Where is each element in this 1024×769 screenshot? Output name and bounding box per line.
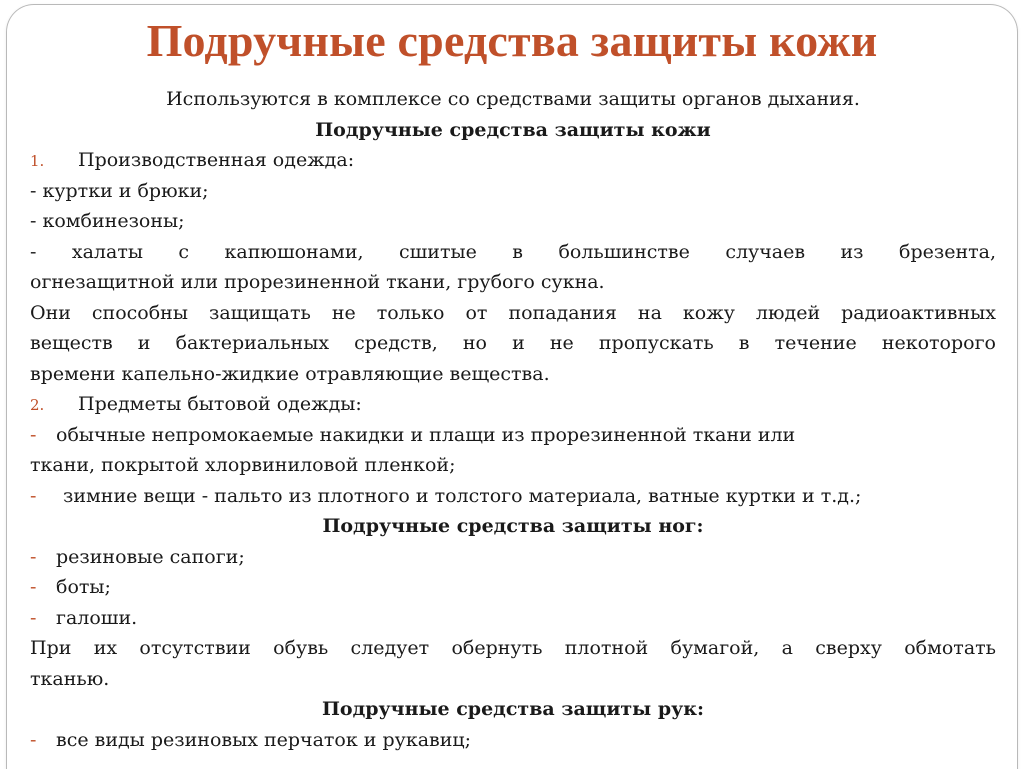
list-item [30, 481, 996, 512]
item-text: галоши. [56, 606, 138, 629]
list-item: - куртки и брюки; [30, 179, 209, 202]
list-item [30, 725, 996, 756]
item-text: Производственная одежда: [78, 149, 355, 171]
item-text: все виды резиновых перчаток и рукавиц; [56, 728, 472, 751]
list-item [30, 145, 996, 176]
hands-heading: Подручные средства защиты рук: [321, 698, 705, 720]
paragraph-line: тканью. [30, 667, 110, 690]
intro-text: Используются в комплексе со средствами защиты органов дыхания. [166, 88, 860, 110]
list-item [30, 572, 996, 603]
dash-bullet: - [30, 728, 37, 751]
item-text: Предметы бытовой одежды: [78, 393, 362, 415]
list-item: - комбинезоны; [30, 210, 185, 232]
item-text: обычные непромокаемые накидки и плащи из прорезиненной ткани или [56, 423, 796, 446]
item-text: резиновые сапоги; [56, 545, 245, 568]
paragraph-line: Они способны защищать не только от попадания на кожу людей радиоактивных [30, 301, 996, 324]
dash-bullet: - [30, 484, 37, 507]
list-item [30, 603, 996, 634]
skin-heading: Подручные средства защиты кожи [315, 118, 711, 141]
legs-heading: Подручные средства защиты ног: [322, 515, 704, 537]
paragraph-line: - халаты с капюшонами, сшитые в большинстве случаев из брезента, [30, 240, 996, 263]
list-item [30, 389, 996, 420]
list-item [30, 542, 996, 573]
item-text: зимние вещи - пальто из плотного и толстого материала, ватные куртки и т.д.; [63, 484, 862, 507]
paragraph-line: огнезащитной или прорезиненной ткани, грубого сукна. [30, 271, 605, 293]
list-item [30, 420, 996, 451]
slide-body [30, 84, 996, 755]
item-text: боты; [56, 576, 111, 598]
dash-bullet: - [30, 576, 37, 598]
dash-bullet: - [30, 606, 37, 629]
slide-title: Подручные средства защиты кожи [146, 15, 878, 66]
dash-bullet: - [30, 423, 37, 446]
item-number: 2. [30, 396, 45, 414]
paragraph-line: При их отсутствии обувь следует обернуть плотной бумагой, а сверху обмотать [30, 637, 996, 659]
item-number: 1. [30, 152, 45, 170]
paragraph-line: веществ и бактериальных средств, но и не пропускать в течение некоторого [30, 332, 996, 354]
paragraph-line: ткани, покрытой хлорвиниловой пленкой; [30, 454, 456, 476]
dash-bullet: - [30, 545, 37, 568]
paragraph-line: времени капельно-жидкие отравляющие вещества. [30, 362, 550, 385]
